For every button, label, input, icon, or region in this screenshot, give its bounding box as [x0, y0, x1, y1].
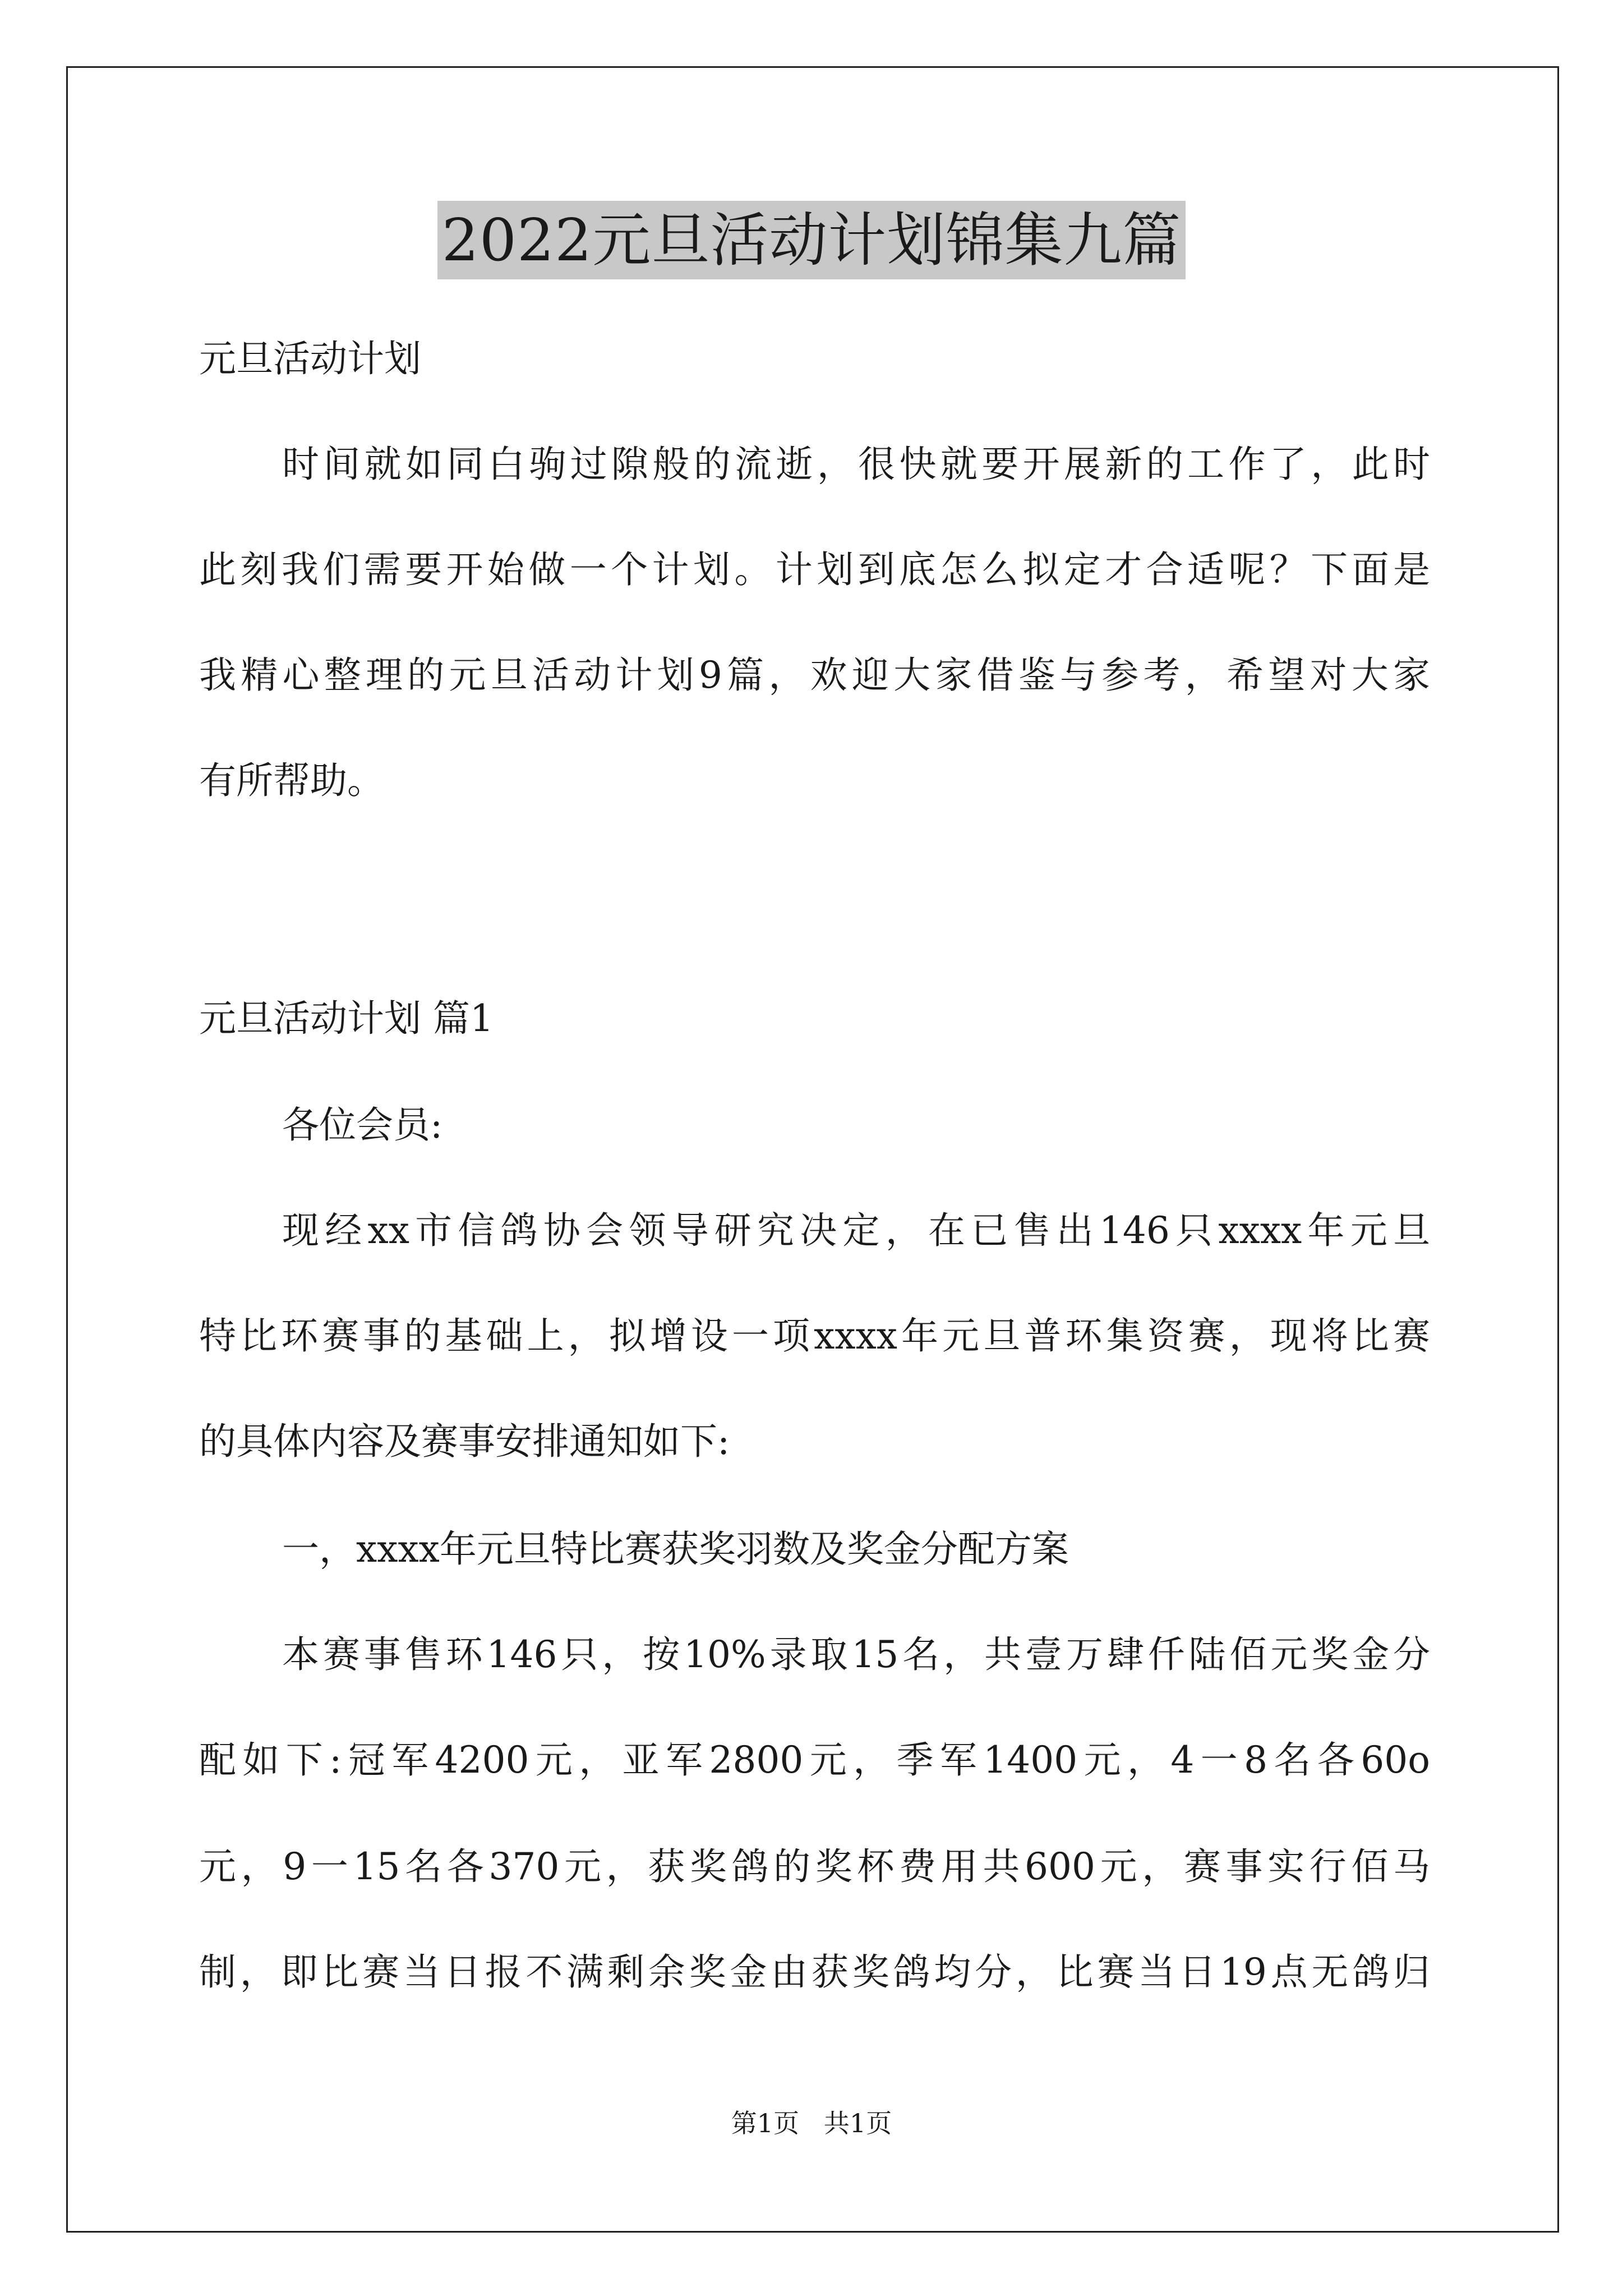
paragraph-line: 的具体内容及赛事安排通知如下: [199, 1420, 730, 1463]
intro-line: 有所帮助。 [199, 759, 384, 802]
intro-line: 我精心整理的元旦活动计划9篇，欢迎大家借鉴与参考，希望对大家 [199, 654, 1430, 697]
paragraph-line: 现经xx市信鸽协会领导研究决定，在已售出146只xxxx年元旦 [282, 1209, 1430, 1252]
paragraph-line: 本赛事售环146只，按10%录取15名，共壹万肆仟陆佰元奖金分 [282, 1633, 1430, 1676]
section-heading: 元旦活动计划 [199, 337, 421, 380]
part-heading: 元旦活动计划 篇1 [199, 997, 494, 1040]
document-title: 2022元旦活动计划锦集九篇 [437, 201, 1186, 279]
title-container [0, 201, 1623, 279]
list-item: 一，xxxx年元旦特比赛获奖羽数及奖金分配方案 [282, 1527, 1069, 1571]
intro-line: 此刻我们需要开始做一个计划。计划到底怎么拟定才合适呢？下面是 [199, 548, 1430, 591]
paragraph-line: 元，9一15名各370元，获奖鸽的奖杯费用共600元，赛事实行佰马 [199, 1845, 1430, 1888]
paragraph-line: 特比环赛事的基础上，拟增设一项xxxx年元旦普环集资赛，现将比赛 [199, 1314, 1430, 1358]
greeting: 各位会员: [282, 1103, 443, 1147]
paragraph-line: 配如下:冠军4200元，亚军2800元，季军1400元，4一8名各60o [199, 1738, 1430, 1782]
paragraph-line: 制，即比赛当日报不满剩余奖金由获奖鸽均分，比赛当日19点无鸽归 [199, 1950, 1430, 1994]
page-footer: 第1页 共1页 [731, 2108, 892, 2138]
intro-line: 时间就如同白驹过隙般的流逝，很快就要开展新的工作了，此时 [282, 443, 1430, 486]
